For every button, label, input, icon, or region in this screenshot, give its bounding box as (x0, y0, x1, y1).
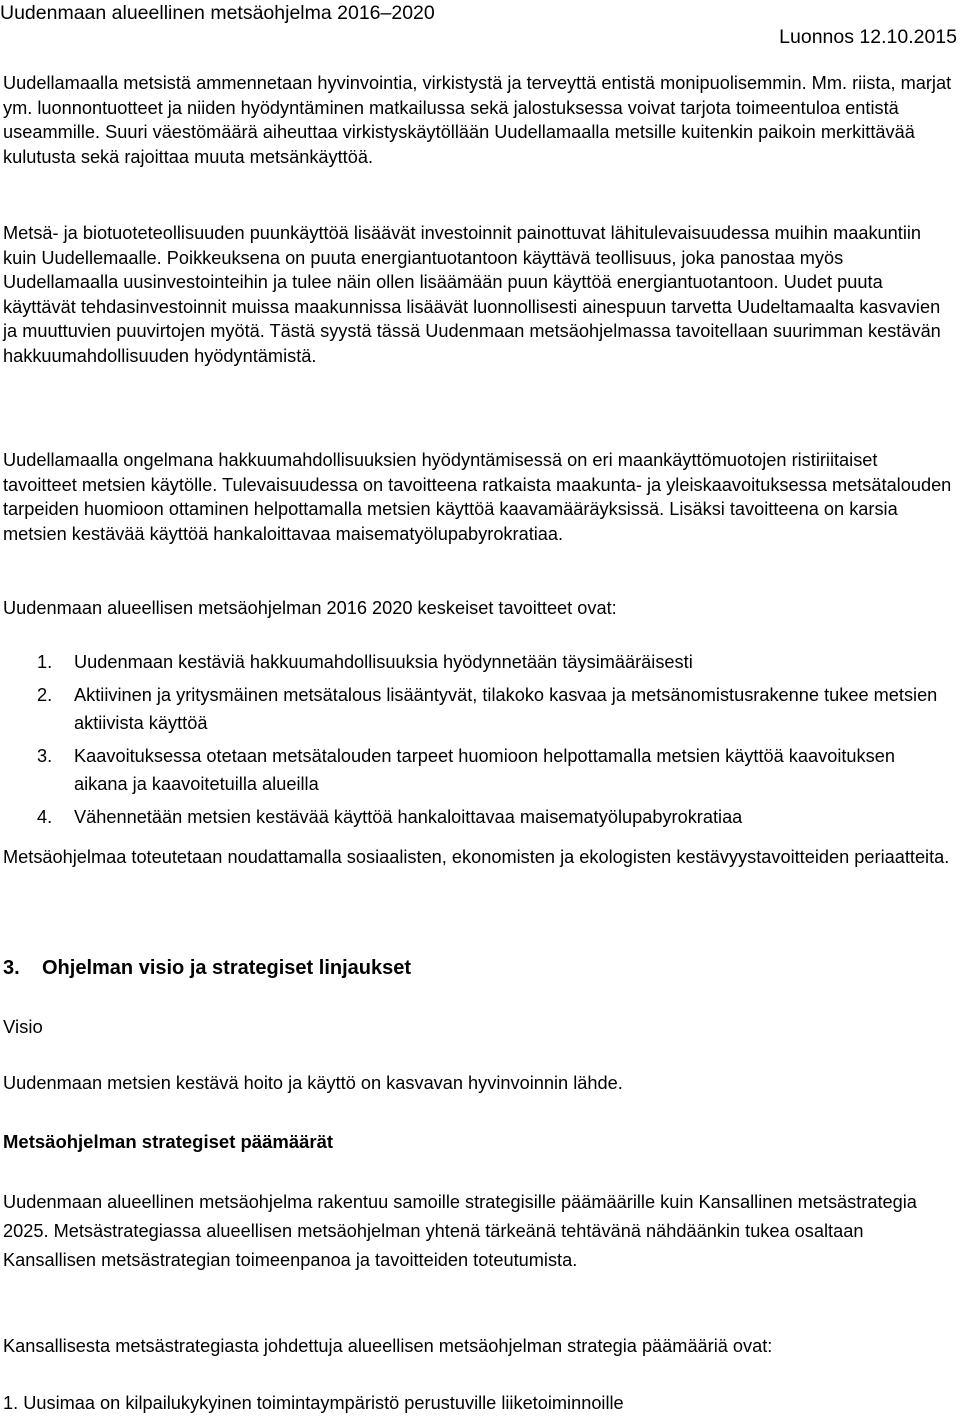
paragraph-strategy: Uudenmaan alueellinen metsäohjelma rakentuu samoille strategisille päämäärille kuin Kansallinen metsästrategia 2025. Metsästrategiassa alueellisen metsäohjelman yhtenä tärkeänä tehtävänä nähdäänkin tukea osaltaan Kansallisen metsästrategian toimeenpanoa ja tavoitteiden toteutumista. (3, 1192, 917, 1270)
goal-text: Aktiivinen ja yritysmäinen metsätalous lisääntyvät, tilakoko kasvaa ja metsänomistusrakenne tukee metsien aktiivista käyttöä (74, 684, 938, 734)
vision-heading: Visio (3, 1016, 43, 1037)
paragraph-goals-intro: Uudenmaan alueellisen metsäohjelman 2016 2020 keskeiset tavoitteet ovat: (3, 598, 617, 618)
section-number: 3. (3, 957, 20, 979)
goal-number: 3. (37, 745, 53, 766)
paragraph-investments: Metsä- ja biotuoteteollisuuden puunkäyttöä lisäävät investoinnit painottuvat lähitulevaisuudessa muihin maakuntiin kuin Uudellemaalle. Poikkeuksena on puuta energiantuotantoon käyttävä teollisuus, joka panostaa myös Uudellamaalla uusinvestointeihin ja tulee näin ollen lisäämään puun käyttöä energiantuotantoon. Uudet puuta käyttävät tehdasinvestoinnit muissa maakunnissa lisäävät luonnollisesti ainespuun tarvetta Uudeltamaalta kasvavien ja muuttuvien puuvirtojen myötä. Tästä syystä tässä Uudenmaan metsäohjelmassa tavoitellaan suurimman kestävän hakkuumahdollisuuden hyödyntämistä. (3, 223, 941, 366)
paragraph-vision: Uudenmaan metsien kestävä hoito ja käyttö on kasvavan hyvinvoinnin lähde. (3, 1073, 623, 1093)
paragraph-sustainability: Metsäohjelmaa toteutetaan noudattamalla sosiaalisten, ekonomisten ja ekologisten kestävyystavoitteiden periaatteita. (3, 847, 950, 867)
goal-item (3, 681, 953, 738)
goals-list (3, 648, 953, 836)
goal-text: Kaavoituksessa otetaan metsätalouden tarpeet huomioon helpottamalla metsien käyttöä kaavoituksen aikana ja kaavoitetuilla alueilla (74, 745, 895, 795)
draft-date: Luonnos 12.10.2015 (779, 26, 957, 48)
paragraph-strategy-goals-intro: Kansallisesta metsästrategiasta johdettuja alueellisen metsäohjelman strategia päämääriä ovat: (3, 1336, 773, 1356)
goal-number: 4. (37, 806, 53, 827)
section-title: Ohjelman visio ja strategiset linjaukset (42, 957, 412, 979)
goal-item (3, 803, 953, 832)
goal-item (3, 742, 953, 799)
goal-number: 1. (37, 652, 53, 672)
goal-text: Uudenmaan kestäviä hakkuumahdollisuuksia hyödynnetään täysimääräisesti (74, 652, 693, 672)
section-heading (3, 955, 411, 981)
strategy-heading: Metsäohjelman strategiset päämäärät (3, 1131, 334, 1152)
goal-number: 2. (37, 684, 53, 705)
paragraph-land-use-conflicts: Uudellamaalla ongelmana hakkuumahdollisuuksien hyödyntämisessä on eri maankäyttömuotojen ristiriitaiset tavoitteet metsien käytölle. Tulevaisuudessa on tavoitteena ratkaista maakunta- ja yleiskaavoituksessa metsätalouden tarpeiden huomioon ottaminen helpottamalla metsien käyttöä kaavamääräyksissä. Lisäksi tavoitteena on karsia metsien kestävää käyttöä hankaloittavaa maisematyölupabyrokratiaa. (3, 450, 952, 544)
header-title: Uudenmaan alueellinen metsäohjelma 2016–2020 (0, 2, 435, 24)
paragraph-wellbeing: Uudellamaalla metsistä ammennetaan hyvinvointia, virkistystä ja terveyttä entistä monipuolisemmin. Mm. riista, marjat ym. luonnontuotteet ja niiden hyödyntäminen matkailussa sekä jalostuksessa voivat tarjota toimeentuloa entistä useammille. Suuri väestömäärä aiheuttaa virkistyskäytöllään Uudellamaalla metsille kuitenkin paikoin merkittävää kulutusta sekä rajoittaa muuta metsänkäyttöä. (3, 73, 952, 167)
strategic-goal-item: 1. Uusimaa on kilpailukykyinen toimintaympäristö perustuville liiketoiminnoille (3, 1393, 624, 1413)
goal-item (3, 648, 953, 677)
goal-text: Vähennetään metsien kestävää käyttöä hankaloittavaa maisematyölupabyrokratiaa (74, 806, 743, 827)
